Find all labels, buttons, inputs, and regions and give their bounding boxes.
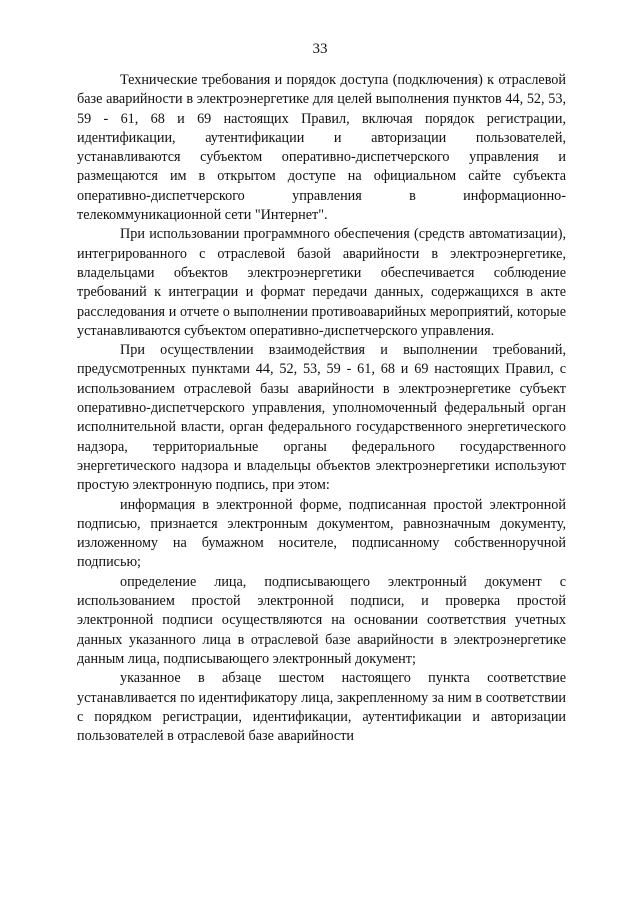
page-number: 33 <box>312 41 328 57</box>
paragraph-signer-identification: определение лица, подписывающего электронный документ с использованием простой электронной подписи, и проверка простой электронной подписи осуществляются на основании соответствия учетных данных указанного лица в отраслевой базе аварийности в электроэнергетике данным лица, подписывающего электронный документ; <box>77 573 566 667</box>
paragraph-identifier-correspondence: указанное в абзаце шестом настоящего пункта соответствие устанавливается по идентификатору лица, закрепленному за ним в соответствии с порядком регистрации, идентификации, аутентификации и авторизации пользователей в отраслевой базе аварийности <box>77 670 566 745</box>
paragraph-software-integration: При использовании программного обеспечения (средств автоматизации), интегрированного с отраслевой базой аварийности в электроэнергетике, владельцами объектов электроэнергетики обеспечивается соблюдение требований к интеграции и формат передачи данных, содержащихся в акте расследования и отчете о выполнении противоаварийных мероприятий, которые устанавливаются субъектом оперативно-диспетчерского управления. <box>77 226 566 339</box>
document-body <box>77 71 566 746</box>
paragraph-electronic-signature: При осуществлении взаимодействия и выполнении требований, предусмотренных пунктами 44, 52, 53, 59 - 61, 68 и 69 настоящих Правил, с использованием отраслевой базы аварийности в электроэнергетике субъект оперативно-диспетчерского управления, уполномоченный федеральный орган исполнительной власти, орган федерального государственного энергетического надзора, территориальные органы федерального государственного энергетического надзора и владельцы объектов электроэнергетики используют простую электронную подпись, при этом: <box>77 342 566 494</box>
paragraph-electronic-document: информация в электронной форме, подписанная простой электронной подписью, признается электронным документом, равнозначным документу, изложенному на бумажном носителе, подписанному собственноручной подписью; <box>77 496 566 571</box>
paragraph-technical-requirements: Технические требования и порядок доступа (подключения) к отраслевой базе аварийности в электроэнергетике для целей выполнения пунктов 44, 52, 53, 59 - 61, 68 и 69 настоящих Правил, включая порядок регистрации, идентификации, аутентификации и авторизации пользователей, устанавливаются субъектом оперативно-диспетчерского управления и размещаются им в открытом доступе на официальном сайте субъекта оперативно-диспетчерского управления в информационно-телекоммуникационной сети "Интернет". <box>77 72 566 224</box>
